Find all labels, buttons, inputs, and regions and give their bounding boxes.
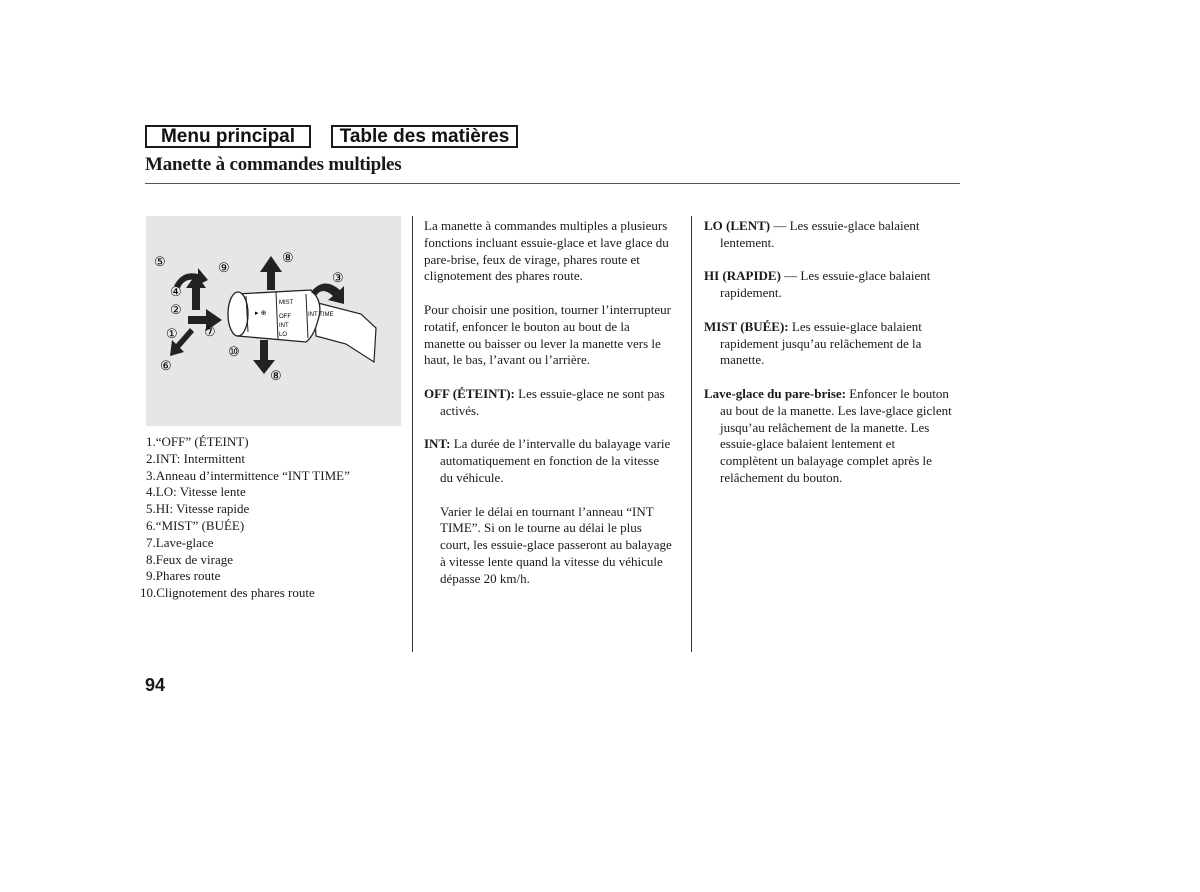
middle-column (424, 218, 674, 604)
legend-item: 9.Phares route (146, 568, 221, 584)
callout-8-bottom: ⑧ (270, 368, 282, 383)
column-divider-left (412, 216, 413, 652)
off-term: OFF (ÉTEINT): (424, 385, 515, 401)
legend-item: 10.Clignotement des phares route (140, 585, 315, 601)
callout-4: ④ (170, 284, 182, 299)
int-term: INT: (424, 436, 451, 452)
washer-text: Enfoncer le bouton au bout de la manette. Les lave-glace giclent jusqu’au relâchement de la manette. Les essuie-glace balaient lentement et complètent un balayage complet après le relâchement du bouton. (720, 385, 952, 485)
figure-legend (140, 434, 350, 602)
callout-6: ⑥ (160, 358, 172, 373)
callout-5: ⑤ (154, 254, 166, 269)
washer-term: Lave-glace du pare-brise: (704, 385, 847, 401)
off-text: Les essuie-glace ne sont pas activés. (440, 385, 665, 418)
lever-label-mist: MIST (279, 300, 294, 306)
legend-item: 8.Feux de virage (146, 551, 234, 567)
callout-2: ② (170, 302, 182, 317)
legend-item: 5.HI: Vitesse rapide (146, 501, 250, 517)
legend-item: 3.Anneau d’intermittence “INT TIME” (146, 467, 350, 483)
lo-term: LO (LENT) (704, 218, 771, 233)
main-menu-button[interactable]: Menu principal (145, 125, 311, 148)
lo-definition (704, 218, 954, 252)
lever-label-off: OFF (279, 314, 291, 320)
legend-item: 6.“MIST” (BUÉE) (146, 517, 245, 533)
callout-9: ⑨ (218, 260, 230, 275)
lever-label-lo: LO (279, 332, 288, 338)
mist-text: Les essuie-glace balaient rapidement jusqu’au relâchement de la manette. (720, 318, 922, 368)
legend-item: 7.Lave-glace (146, 534, 214, 550)
right-column (704, 218, 954, 504)
hi-text: — Les essuie-glace balaient rapidement. (720, 268, 931, 301)
hi-term: HI (RAPIDE) (704, 268, 781, 284)
int-definition (424, 436, 674, 486)
multi-function-lever-figure (146, 216, 401, 426)
legend-item: 1.“OFF” (ÉTEINT) (146, 434, 249, 449)
lever-label-int: INT (279, 323, 289, 329)
legend-item: 4.LO: Vitesse lente (146, 484, 246, 500)
washer-definition (704, 386, 954, 487)
lever-label-int-time: INT TIME (308, 312, 334, 318)
callout-10: ⑩ (228, 344, 240, 359)
wiper-symbol-icon: ▸ ⊕ (255, 309, 267, 317)
hand-outline (314, 302, 376, 362)
choose-position-paragraph: Pour choisir une position, tourner l’interrupteur rotatif, enfoncer le bouton au bout de la manette ou baisser ou lever la manette vers le haut, le bas, l’avant ou l’arrière. (424, 301, 671, 368)
callout-1: ① (166, 326, 178, 341)
lo-text: — Les essuie-glace balaient lentement. (720, 218, 920, 250)
hi-definition (704, 268, 954, 302)
legend-item: 2.INT: Intermittent (146, 450, 245, 466)
mist-definition (704, 319, 954, 369)
page-title: Manette à commandes multiples (145, 154, 402, 175)
title-divider (145, 183, 960, 184)
int-time-note: Varier le délai en tournant l’anneau “INT TIME”. Si on le tourne au délai le plus court, les essuie-glace passeront au balayage à vitesse lente quand la vitesse du véhicule dépasse 20 km/h. (440, 503, 672, 586)
mist-term: MIST (BUÉE): (704, 318, 789, 334)
off-definition (424, 386, 674, 420)
intro-paragraph: La manette à commandes multiples a plusieurs fonctions incluant essuie-glace et lave glace du pare-brise, feux de virage, phares route et clignotement des phares route. (424, 218, 669, 284)
callout-8-top: ⑧ (282, 250, 294, 265)
callout-7: ⑦ (204, 324, 216, 339)
lever-end-button (228, 292, 248, 336)
int-text: La durée de l’intervalle du balayage varie automatiquement en fonction de la vitesse du véhicule. (440, 436, 671, 485)
table-of-contents-button[interactable]: Table des matières (331, 125, 518, 148)
page-number: 94 (145, 675, 166, 695)
arrow-up-turn (260, 256, 282, 290)
column-divider-right (691, 216, 692, 652)
callout-3: ③ (332, 270, 344, 285)
